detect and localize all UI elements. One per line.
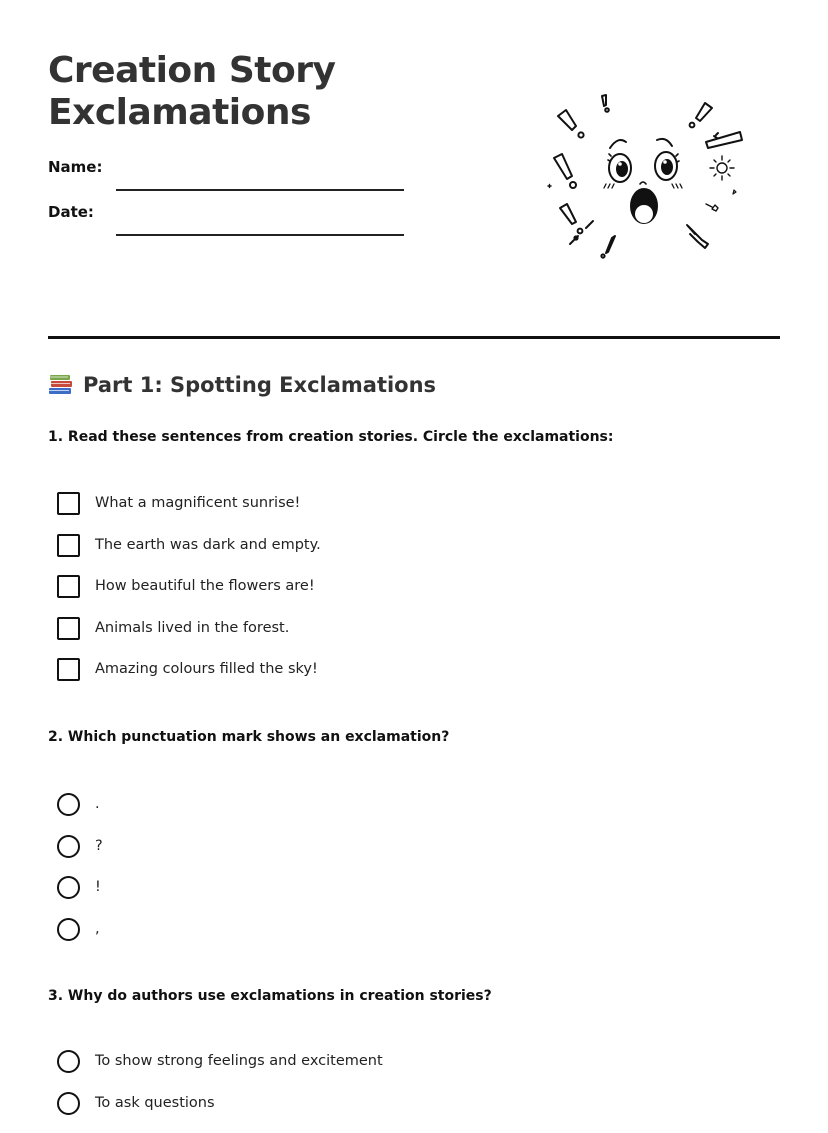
exclamation-mark-left — [554, 154, 576, 188]
part1-title-text: Part 1: Spotting Exclamations — [83, 373, 436, 397]
left-blush — [604, 184, 614, 188]
exclamation-mark-top-left — [558, 110, 584, 138]
exclamation-mark-bottom-right — [687, 225, 708, 248]
question-2-option-label: ! — [95, 876, 101, 897]
worksheet-header — [48, 50, 428, 248]
question-2-option-label: . — [95, 793, 100, 814]
exclamation-mark-bottom — [601, 236, 615, 258]
question-2-option — [57, 835, 103, 877]
left-eye-shine — [618, 162, 622, 166]
surprised-face-exclamations-icon — [540, 88, 750, 268]
books-icon — [48, 373, 74, 397]
question-1-checkbox[interactable] — [57, 617, 80, 640]
question-3-radio[interactable] — [57, 1050, 80, 1073]
question-1-prompt: 1. Read these sentences from creation stories. Circle the exclamations: — [48, 429, 613, 445]
date-field[interactable] — [116, 216, 404, 236]
question-2-prompt: 2. Which punctuation mark shows an exclamation? — [48, 729, 449, 745]
exclamation-mark-bottom-left — [560, 204, 593, 244]
student-fields — [48, 158, 428, 248]
title-line-2: Exclamations — [48, 92, 311, 133]
date-label: Date: — [48, 203, 94, 221]
question-1-checkbox[interactable] — [57, 575, 80, 598]
star-tiny-right — [733, 190, 736, 194]
right-blush — [672, 184, 682, 188]
star-small-right — [706, 204, 718, 211]
exclamation-mark-top — [602, 95, 609, 112]
question-3-option — [57, 1050, 383, 1092]
question-2-options — [57, 793, 103, 959]
question-2-radio[interactable] — [57, 793, 80, 816]
left-eyebrow — [610, 140, 626, 148]
question-3-option-label: To show strong feelings and excitement — [95, 1050, 383, 1071]
question-1-options — [57, 492, 321, 700]
question-3-option — [57, 1092, 383, 1133]
question-1-checkbox[interactable] — [57, 658, 80, 681]
question-1-option — [57, 617, 321, 659]
question-1-option — [57, 658, 321, 700]
worksheet-title — [48, 50, 428, 134]
name-field[interactable] — [116, 171, 404, 191]
right-eyebrow — [657, 139, 672, 146]
question-1-checkbox[interactable] — [57, 492, 80, 515]
question-2-radio[interactable] — [57, 918, 80, 941]
nose — [640, 182, 646, 184]
question-1-option — [57, 534, 321, 576]
question-1-option-label: Animals lived in the forest. — [95, 617, 289, 638]
question-1-option-label: What a magnificent sunrise! — [95, 492, 300, 513]
question-3-options — [57, 1050, 383, 1133]
right-eye-shine — [663, 160, 667, 164]
question-1-checkbox[interactable] — [57, 534, 80, 557]
exclamation-mark-right — [706, 132, 742, 148]
question-1-option — [57, 492, 321, 534]
question-3-prompt: 3. Why do authors use exclamations in creation stories? — [48, 988, 492, 1004]
question-3-radio[interactable] — [57, 1092, 80, 1115]
question-3-option-label: To ask questions — [95, 1092, 215, 1113]
question-2-option-label: , — [95, 918, 100, 939]
question-2-option — [57, 918, 103, 960]
section-divider — [48, 336, 780, 339]
mouth-inner — [635, 205, 653, 223]
date-row — [48, 203, 428, 248]
title-line-1: Creation Story — [48, 50, 335, 91]
question-2-option — [57, 876, 103, 918]
question-2-radio[interactable] — [57, 876, 80, 899]
dot-left — [548, 185, 551, 188]
question-2-option — [57, 793, 103, 835]
question-2-radio[interactable] — [57, 835, 80, 858]
question-1-option-label: Amazing colours filled the sky! — [95, 658, 318, 679]
exclamation-mark-top-right — [690, 103, 712, 127]
sparkle-right — [710, 156, 734, 180]
question-1-option — [57, 575, 321, 617]
question-2-option-label: ? — [95, 835, 103, 856]
question-1-option-label: The earth was dark and empty. — [95, 534, 321, 555]
question-1-option-label: How beautiful the flowers are! — [95, 575, 315, 596]
name-row — [48, 158, 428, 203]
part1-title — [48, 373, 436, 397]
name-label: Name: — [48, 158, 102, 176]
